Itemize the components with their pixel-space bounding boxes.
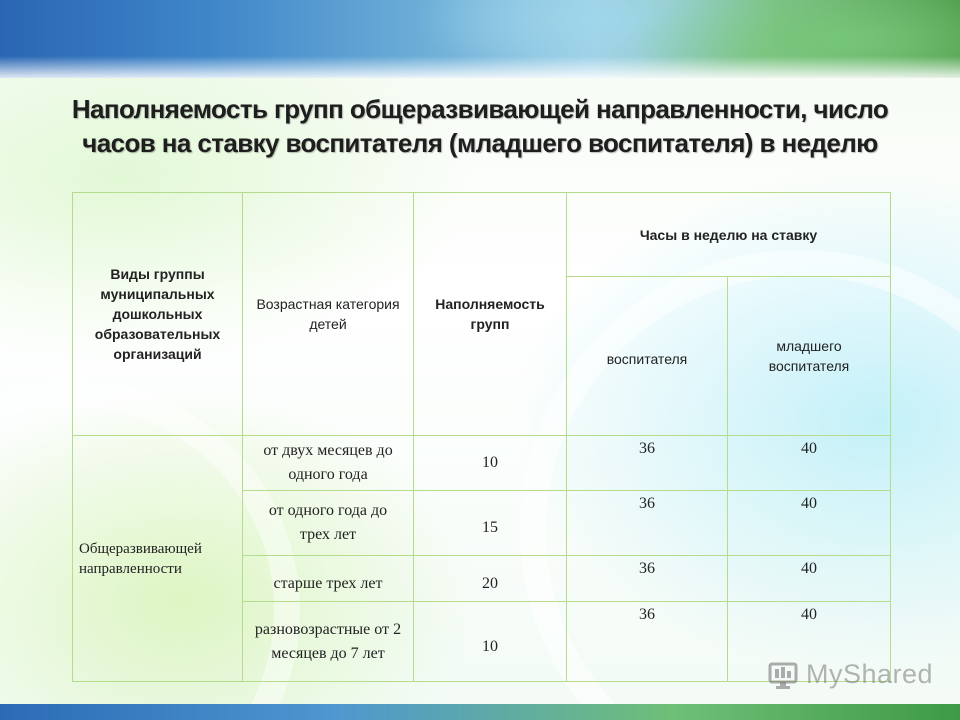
header-decoration-band: [0, 0, 960, 78]
header-group-type: Виды группы муниципальных дошкольных образовательных организаций: [73, 193, 243, 436]
educator-hours-cell: 36: [567, 436, 728, 491]
footer-decoration-band: [0, 704, 960, 720]
age-cell: разновозрастные от 2 месяцев до 7 лет: [243, 602, 414, 682]
educator-hours-cell: 36: [567, 491, 728, 556]
header-age-category: Возрастная категория детей: [243, 193, 414, 436]
educator-hours-cell: 36: [567, 556, 728, 602]
header-junior-educator: младшего воспитателя: [728, 277, 891, 436]
header-educator: воспитателя: [567, 277, 728, 436]
junior-hours-cell: 40: [728, 436, 891, 491]
group-type-cell: Общеразвивающей направленности: [73, 436, 243, 682]
junior-hours-cell: 40: [728, 491, 891, 556]
slide-title-line-2: часов на ставку воспитателя (младшего воспитателя) в неделю: [82, 128, 878, 158]
header-hours-per-week: Часы в неделю на ставку: [567, 193, 891, 277]
age-cell: от двух месяцев до одного года: [243, 436, 414, 491]
slide-title-line-1: Наполняемость групп общеразвивающей направленности, число: [71, 94, 889, 124]
myshared-watermark: [766, 654, 933, 694]
table-row: [73, 436, 891, 491]
educator-hours-cell: 36: [567, 602, 728, 682]
occupancy-hours-table: [72, 192, 891, 682]
junior-hours-cell: 40: [728, 602, 891, 682]
watermark-text: MyShared: [806, 658, 934, 689]
age-cell: старше трех лет: [243, 556, 414, 602]
occupancy-cell: 10: [414, 436, 567, 491]
junior-hours-cell: 40: [728, 556, 891, 602]
myshared-logo-icon: [766, 657, 800, 691]
header-occupancy: Наполняемость групп: [414, 193, 567, 436]
occupancy-cell: 20: [414, 556, 567, 602]
age-cell: от одного года до трех лет: [243, 491, 414, 556]
occupancy-cell: 15: [414, 491, 567, 556]
occupancy-cell: 10: [414, 602, 567, 682]
slide-title: [20, 92, 940, 160]
